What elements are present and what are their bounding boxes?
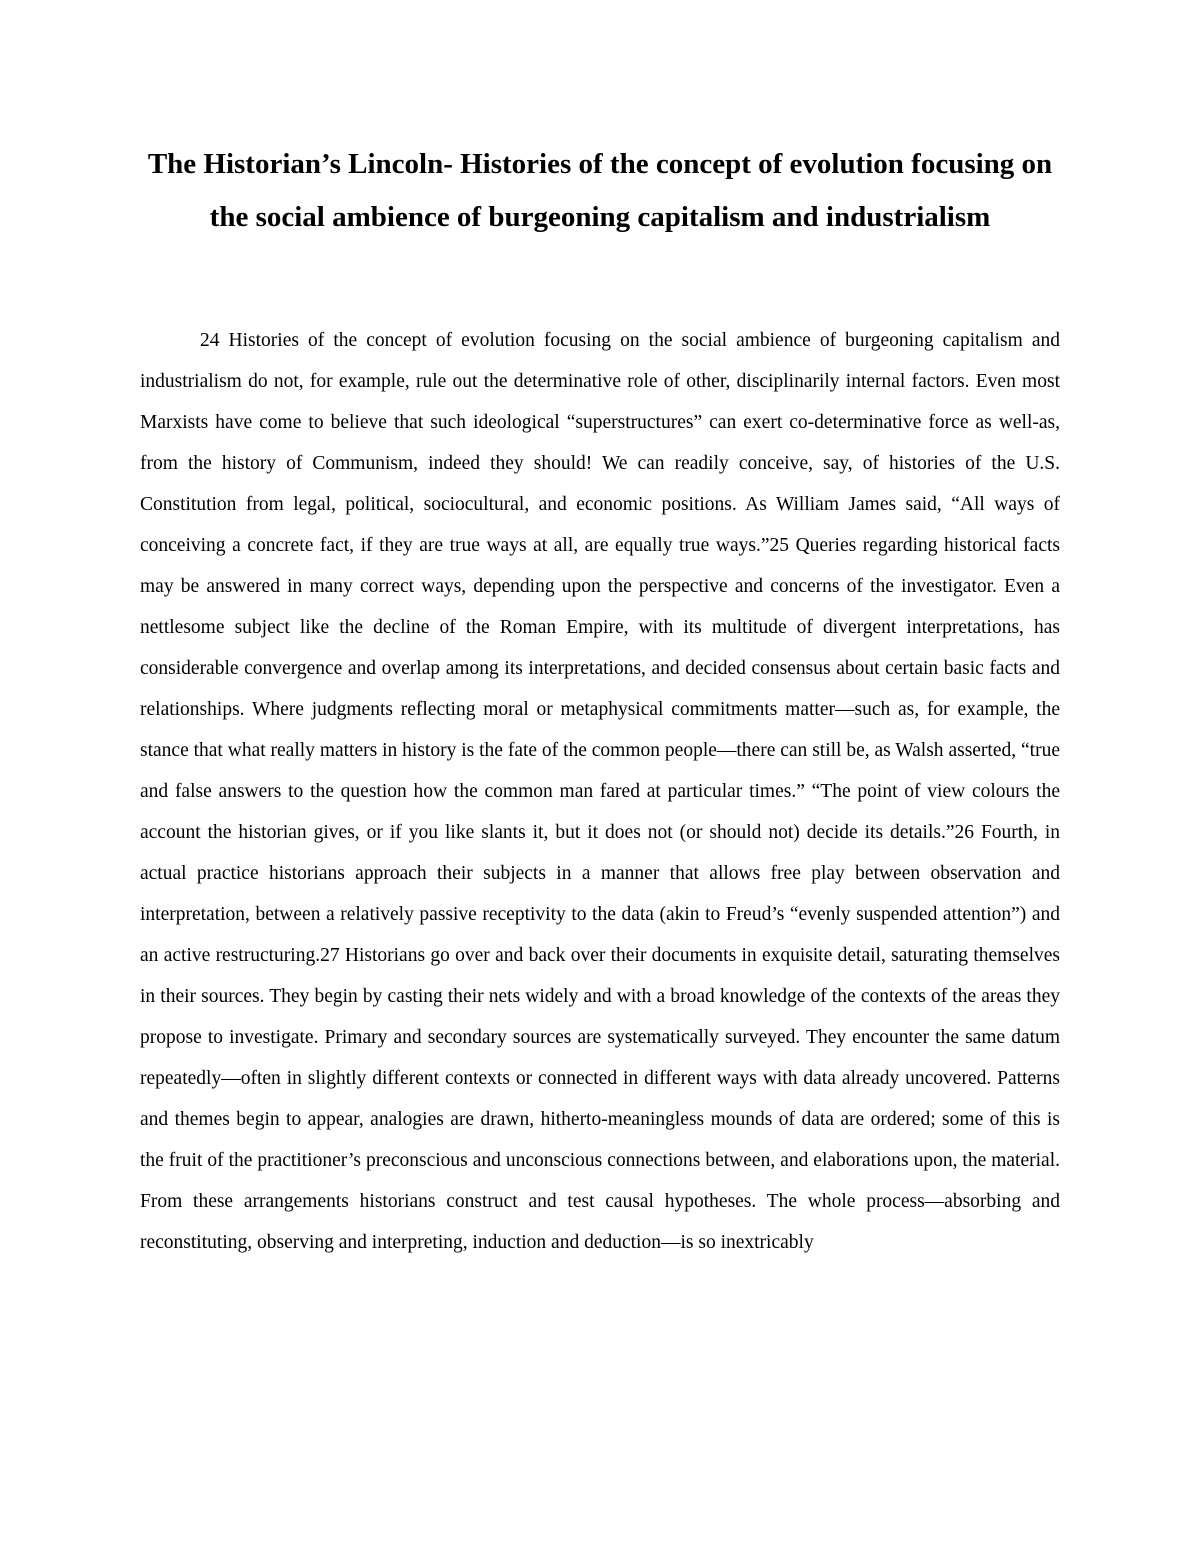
document-title: The Historian’s Lincoln- Histories of the concept of evolution focusing on the social ambience of burgeoning capitalism and industrialism xyxy=(147,148,1053,233)
document-body-paragraph: 24 Histories of the concept of evolution focusing on the social ambience of burgeoning capitalism and industrialism do not, for example, rule out the determinative role of other, disciplinarily internal factors. Even most Marxists have come to believe that such ideological “superstructures” can exert co-determinative force as well-as, from the history of Communism, indeed they should! We can readily conceive, say, of histories of the U.S. Constitution from legal, political, sociocultural, and economic positions. As William James said, “All ways of conceiving a concrete fact, if they are true ways at all, are equally true ways.”25 Queries regarding historical facts may be answered in many correct ways, depending upon the perspective and concerns of the investigator. Even a nettlesome subject like the decline of the Roman Empire, with its multitude of divergent interpretations, has considerable convergence and overlap among its interpretations, and decided consensus about certain basic facts and relationships. Where judgments reflecting moral or metaphysical commitments matter—such as, for example, the stance that what really matters in history is the fate of the common people—there can still be, as Walsh asserted, “true and false answers to the question how the common man fared at particular times.” “The point of view colours the account the historian gives, or if you like slants it, but it does not (or should not) decide its details.”26 Fourth, in actual practice historians approach their subjects in a manner that allows free play between observation and interpretation, between a relatively passive receptivity to the data (akin to Freud’s “evenly suspended attention”) and an active restructuring.27 Historians go over and back over their documents in exquisite detail, saturating themselves in their sources. They begin by casting their nets widely and with a broad knowledge of the contexts of the areas they propose to investigate. Primary and secondary sources are systematically surveyed. They encounter the same datum repeatedly—often in slightly different contexts or connected in different ways with data already uncovered. Patterns and themes begin to appear, analogies are drawn, hitherto-meaningless mounds of data are ordered; some of this is the fruit of the practitioner’s preconscious and unconscious connections between, and elaborations upon, the material. From these arrangements historians construct and test causal hypotheses. The whole process—absorbing and reconstituting, observing and interpreting, induction and deduction—is so inextricably xyxy=(140,330,1060,1253)
